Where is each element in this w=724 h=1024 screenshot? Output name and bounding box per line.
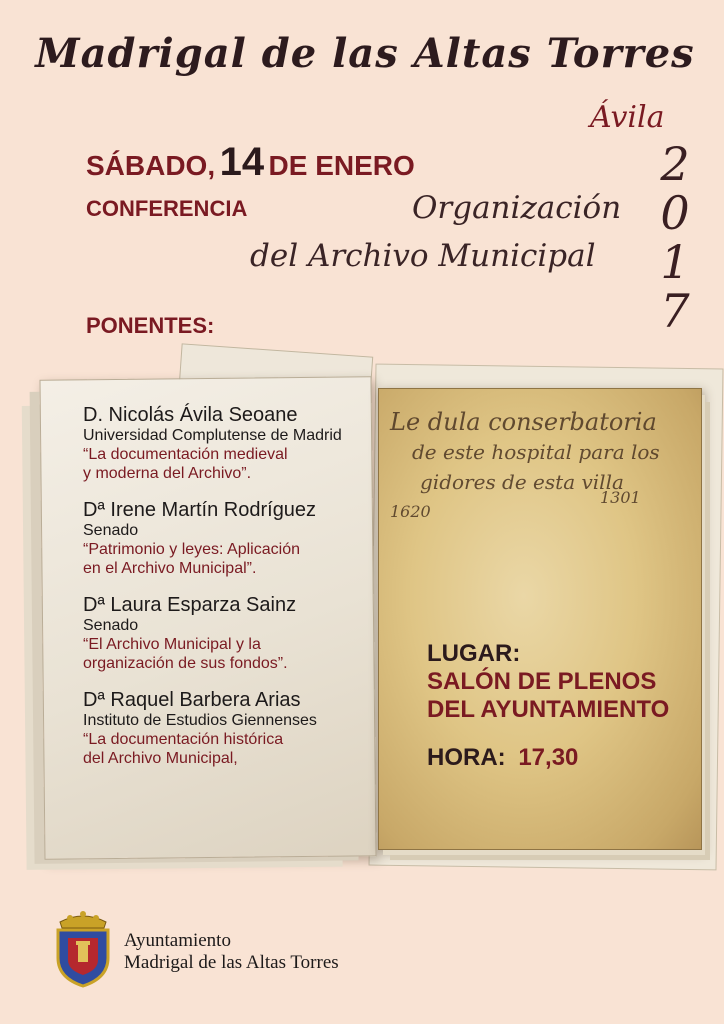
event-type: CONFERENCIA [86,196,248,221]
speakers-heading: PONENTES: [86,313,215,338]
speaker-affiliation: Senado [83,522,139,539]
speaker-name: Dª Irene Martín Rodríguez [83,499,317,521]
venue-label: LUGAR: [427,640,521,667]
speaker-entry [83,404,373,483]
speaker-entry [83,689,373,768]
speaker-talk: “El Archivo Municipal y la [83,636,261,653]
organizer-line: Madrigal de las Altas Torres [124,952,339,973]
organizer [124,930,339,974]
year-digit: 1 [660,235,690,289]
time-value: 17,30 [518,744,579,771]
speaker-talk: organización de sus fondos”. [83,655,288,672]
event-date [86,140,415,185]
speaker-talk: y moderna del Archivo”. [83,465,252,482]
year-digit: 7 [660,284,690,338]
manuscript-line: gidores de esta villa [420,470,624,494]
manuscript-line: de este hospital para los [412,440,660,464]
event-title-line-2: del Archivo Municipal [250,238,596,274]
venue-name [427,668,687,724]
event-title-line-1: Organización [412,190,622,226]
date-month: DE ENERO [268,150,415,181]
speaker-name: Dª Raquel Barbera Arias [83,689,301,711]
speaker-name: D. Nicolás Ávila Seoane [83,404,298,426]
speaker-talk: del Archivo Municipal, [83,750,238,767]
town-title: Madrigal de las Altas Torres [35,30,695,77]
venue-info [427,640,687,772]
venue-name-line: DEL AYUNTAMIENTO [427,696,670,723]
organizer-line: Ayuntamiento [124,930,231,951]
speaker-talk: en el Archivo Municipal”. [83,560,257,577]
year-digit: 0 [660,186,690,240]
speaker-talk: “La documentación histórica [83,731,284,748]
date-day: 14 [219,140,265,184]
speaker-affiliation: Universidad Complutense de Madrid [83,427,342,444]
manuscript-line: Le dula conserbatoria [390,408,657,436]
speaker-affiliation: Instituto de Estudios Giennenses [83,712,317,729]
time-label: HORA: [427,744,506,771]
province-label: Ávila [590,100,665,135]
speaker-entry [83,594,373,673]
speaker-name: Dª Laura Esparza Sainz [83,594,297,616]
venue-name-line: SALÓN DE PLENOS [427,668,657,695]
speaker-talk: “Patrimonio y leyes: Aplicación [83,541,300,558]
date-weekday: SÁBADO, [86,150,216,181]
speaker-affiliation: Senado [83,617,139,634]
year-digit: 2 [660,137,690,191]
speaker-talk: “La documentación medieval [83,446,288,463]
year-vertical [655,137,695,338]
manuscript-line: 1301 [600,488,641,507]
speakers-list [83,404,373,784]
event-time [427,744,687,772]
speaker-entry [83,499,373,578]
coat-of-arms-icon [50,908,116,988]
manuscript-line: 1620 [390,502,431,521]
